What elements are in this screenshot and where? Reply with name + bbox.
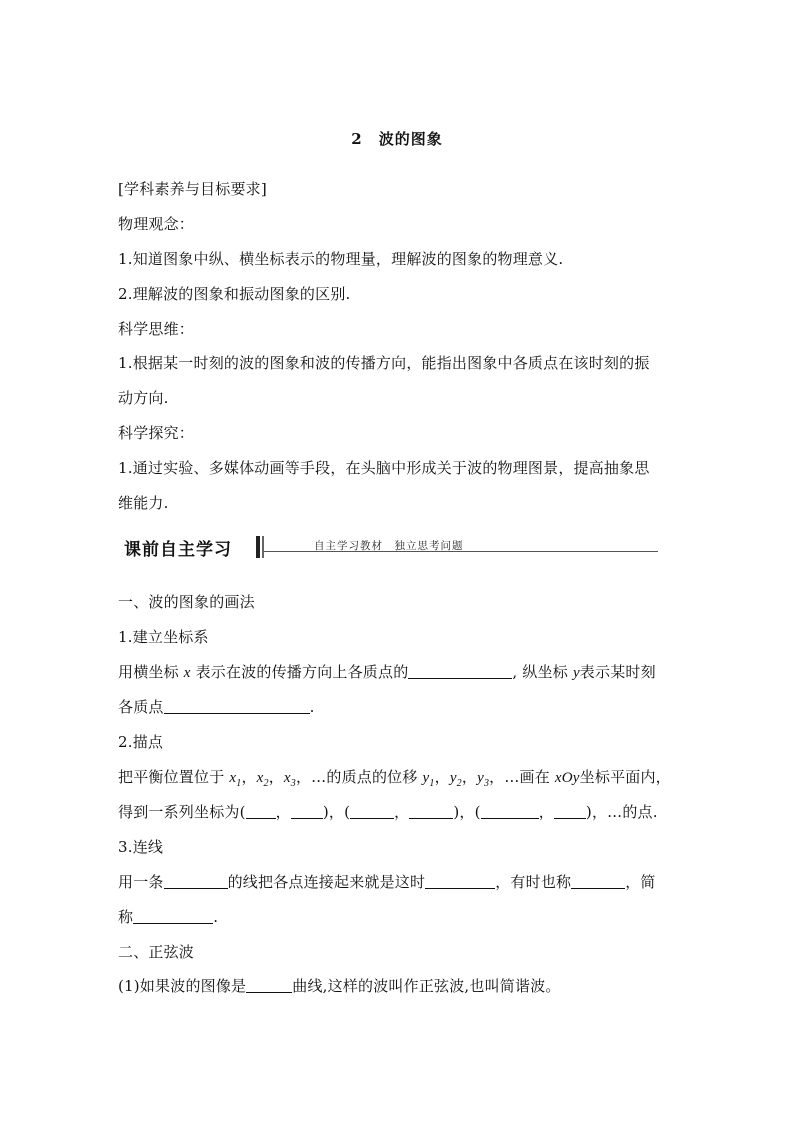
text-span: (1)如果波的图像是 [118, 977, 247, 995]
subscript: 2 [263, 778, 269, 789]
section2-item1 [118, 975, 561, 996]
var-letter: y [449, 770, 457, 786]
banner-subtitle: 自主学习教材 独立思考问题 [314, 540, 464, 552]
text-span: ，…画在 [489, 768, 550, 786]
text-span: , 纵坐标 [512, 663, 568, 681]
scientific-thinking-item-line2: 动方向. [118, 389, 169, 407]
fill-blank[interactable] [481, 804, 539, 819]
text-span: 得到一系列坐标为( [118, 803, 246, 821]
var-y: y [572, 665, 580, 681]
text-span: 表示在波的传播方向上各质点的 [195, 663, 409, 681]
step1-line1 [118, 661, 656, 682]
fill-blank[interactable] [425, 874, 495, 889]
fill-blank[interactable] [408, 664, 512, 679]
physics-concept-item-1: 1.知道图象中纵、横坐标表示的物理量，理解波的图象的物理意义. [118, 250, 564, 268]
text-span: 的线把各点连接起来就是这时 [227, 873, 426, 891]
var-x: x [183, 665, 191, 681]
var-y1 [422, 770, 435, 789]
text-span: 各质点 [118, 698, 164, 716]
step2-line1: 把平衡位置位于 $x_1$，$x_2$，$x_3$，…的质点的位移 $y_1$，$y_2$，$y_3$，…画在 xOy坐标平面内， [118, 768, 671, 789]
banner-divider-thin [262, 536, 264, 558]
scientific-thinking-heading: 科学思维： [118, 320, 195, 338]
subscript: 3 [290, 778, 296, 789]
var-y2 [449, 770, 462, 789]
var-y3 [477, 770, 490, 789]
subscript: 3 [483, 778, 490, 789]
var-letter: x [256, 770, 264, 786]
fill-blank[interactable] [246, 804, 276, 819]
step2-line2: 得到一系列坐标为( ， )，( ， )，( ， )，…的点. [118, 803, 658, 821]
var-x3 [283, 770, 296, 789]
scientific-inquiry-heading: 科学探究： [118, 424, 195, 442]
subscript: 2 [456, 778, 462, 789]
fill-blank[interactable] [409, 804, 453, 819]
physics-concept-heading: 物理观念： [118, 215, 195, 233]
scientific-thinking-item-line1: 1.根据某一时刻的波的图象和波的传播方向，能指出图象中各质点在该时刻的振 [118, 354, 650, 372]
var-letter: y [477, 770, 484, 786]
text-span: 用横坐标 [118, 663, 179, 681]
step3-line2 [118, 906, 218, 927]
fill-blank[interactable] [164, 699, 310, 714]
text-span: ，有时也称 [495, 873, 572, 891]
var-letter: x [229, 770, 237, 786]
fill-blank[interactable] [350, 804, 394, 819]
text-span: . [213, 908, 219, 926]
subscript: 1 [236, 778, 242, 789]
step3-heading: 3.连线 [118, 838, 164, 856]
subscript: 1 [429, 778, 435, 789]
fill-blank[interactable] [571, 874, 625, 889]
banner-title: 课前自主学习 [124, 540, 232, 560]
var-letter: x [283, 770, 291, 786]
step1-heading: 1.建立坐标系 [118, 628, 209, 646]
text-span: 表示某时刻 [579, 663, 656, 681]
var-xoy: xOy [554, 770, 580, 786]
step3-line1 [118, 871, 656, 892]
text-span: 坐标平面内， [579, 768, 671, 786]
requirements-heading: [学科素养与目标要求] [118, 180, 267, 198]
var-letter: y [422, 770, 430, 786]
text-span: 称 [118, 908, 134, 926]
text-span: ，简 [625, 873, 656, 891]
section2-heading: 二、正弦波 [118, 943, 195, 961]
fill-blank[interactable] [133, 909, 213, 924]
fill-blank[interactable] [246, 978, 292, 993]
scientific-inquiry-item-line2: 维能力. [118, 494, 169, 512]
section1-heading: 一、波的图象的画法 [118, 593, 255, 611]
banner-divider [256, 536, 260, 558]
var-x1 [229, 770, 242, 789]
scientific-inquiry-item-line1: 1.通过实验、多媒体动画等手段，在头脑中形成关于波的物理图景，提高抽象思 [118, 459, 650, 477]
text-span: 把平衡位置位于 [118, 768, 225, 786]
fill-blank[interactable] [291, 804, 323, 819]
section-banner [118, 533, 658, 559]
text-span: ，…的质点的位移 [295, 768, 418, 786]
fill-blank[interactable] [164, 874, 228, 889]
page-title: 2 波的图象 [351, 130, 443, 148]
fill-blank[interactable] [554, 804, 586, 819]
text-span: 用一条 [118, 873, 164, 891]
physics-concept-item-2: 2.理解波的图象和振动图象的区别. [118, 285, 351, 303]
text-span: 曲线,这样的波叫作正弦波,也叫简谐波。 [292, 977, 561, 995]
step2-heading: 2.描点 [118, 733, 164, 751]
step1-line2 [118, 696, 315, 717]
text-span: . [309, 698, 315, 716]
var-x2 [256, 770, 269, 789]
text-span: ，…的点. [591, 803, 658, 821]
